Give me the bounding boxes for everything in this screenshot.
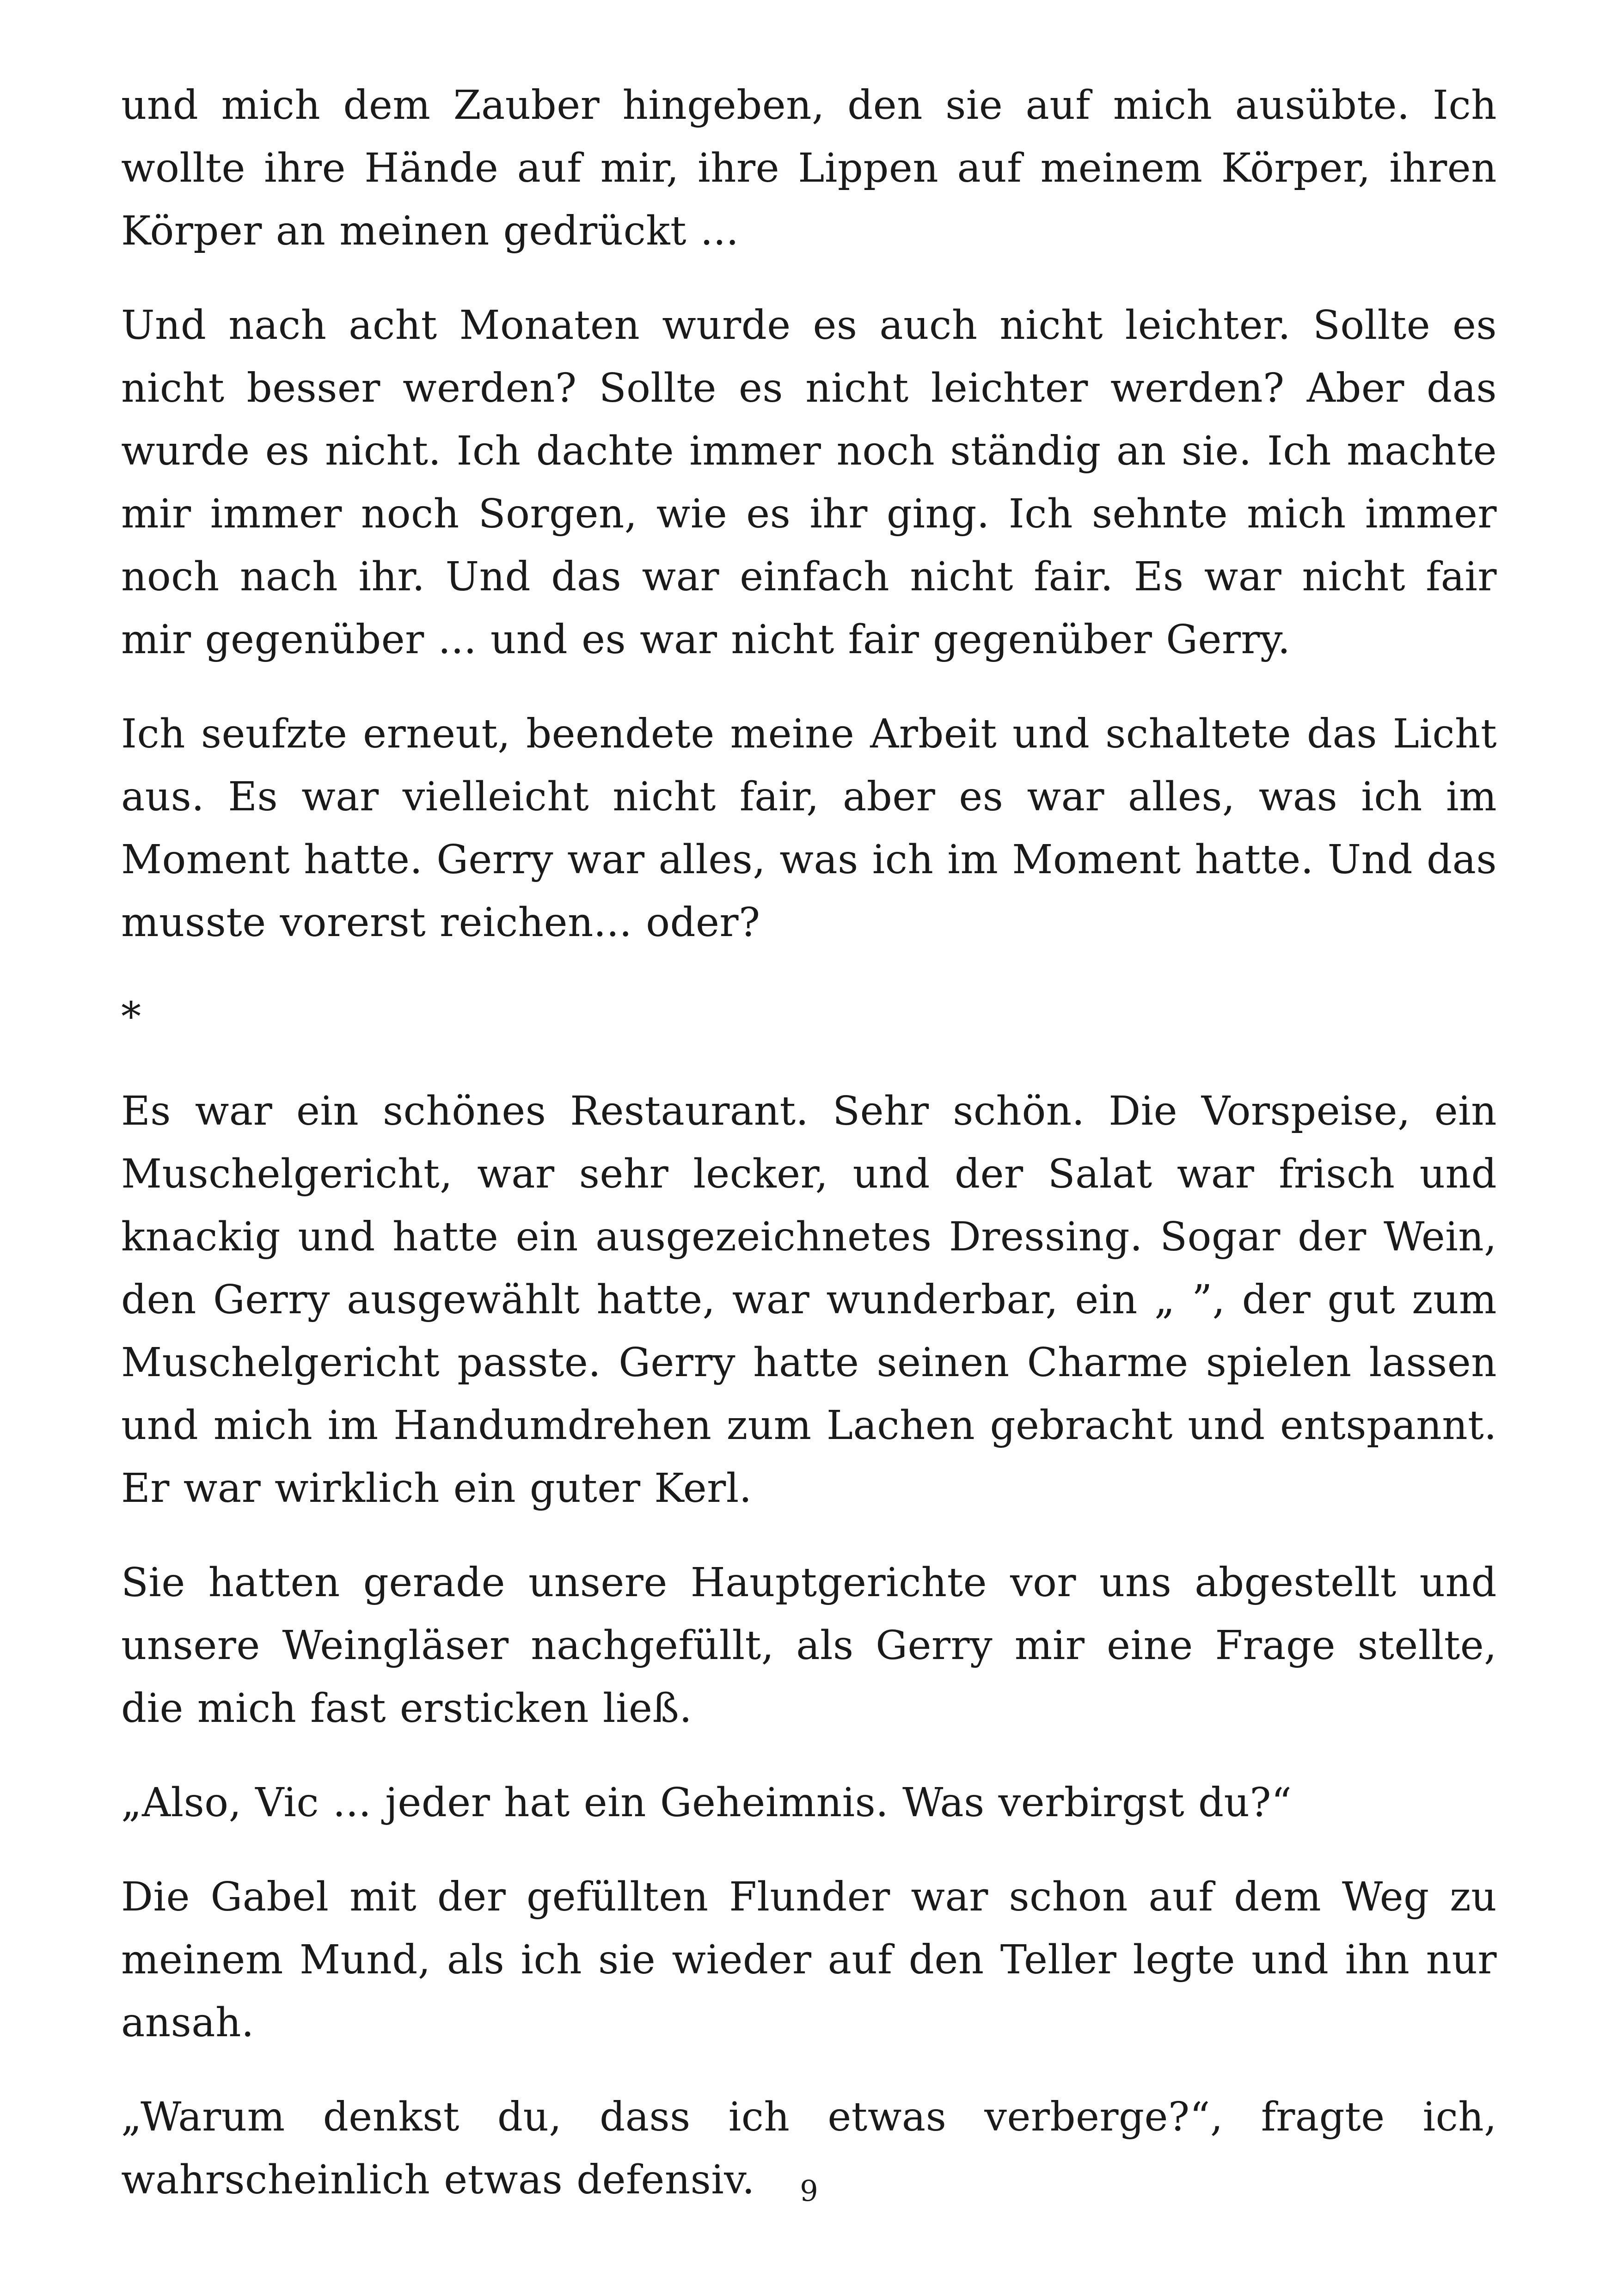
dialogue-paragraph: „Warum denkst du, dass ich etwas verberge?“, fragte ich, wahrscheinlich etwas defensiv.: [121, 2094, 1497, 2203]
paragraph: Und nach acht Monaten wurde es auch nicht leichter. Sollte es nicht besser werden? Sollte es nicht leichter werden? Aber das wurde es nicht. Ich dachte immer noch ständig an sie. Ich machte mir immer noch Sorgen, wie es ihr ging. Ich sehnte mich immer noch nach ihr. Und das war einfach nicht fair. Es war nicht fair mir gegenüber ... und es war nicht fair gegenüber Gerry.: [121, 302, 1497, 663]
scene-break-marker: *: [121, 994, 141, 1040]
book-page-body: [121, 74, 1497, 2243]
dialogue-paragraph: „Also, Vic ... jeder hat ein Geheimnis. Was verbirgst du?“: [121, 1780, 1292, 1826]
paragraph: Sie hatten gerade unsere Hauptgerichte vor uns abgestellt und unsere Weingläser nachgefüllt, als Gerry mir eine Frage stellte, die mich fast ersticken ließ.: [121, 1560, 1497, 1732]
paragraph: und mich dem Zauber hingeben, den sie auf mich ausübte. Ich wollte ihre Hände auf mir, ihre Lippen auf meinem Körper, ihren Körper an meinen gedrückt ...: [121, 82, 1497, 254]
page-number: 9: [800, 2174, 818, 2208]
paragraph: Die Gabel mit der gefüllten Flunder war schon auf dem Weg zu meinem Mund, als ich sie wieder auf den Teller legte und ihn nur ansah.: [121, 1874, 1497, 2046]
paragraph: Es war ein schönes Restaurant. Sehr schön. Die Vorspeise, ein Muschelgericht, war sehr lecker, und der Salat war frisch und knackig und hatte ein ausgezeichnetes Dressing. Sogar der Wein, den Gerry ausgewählt hatte, war wunderbar, ein „ ”, der gut zum Muschelgericht passte. Gerry hatte seinen Charme spielen lassen und mich im Handumdrehen zum Lachen gebracht und entspannt. Er war wirklich ein guter Kerl.: [121, 1088, 1497, 1512]
paragraph: Ich seufzte erneut, beendete meine Arbeit und schaltete das Licht aus. Es war vielleicht nicht fair, aber es war alles, was ich im Moment hatte. Gerry war alles, was ich im Moment hatte. Und das musste vorerst reichen... oder?: [121, 711, 1497, 946]
